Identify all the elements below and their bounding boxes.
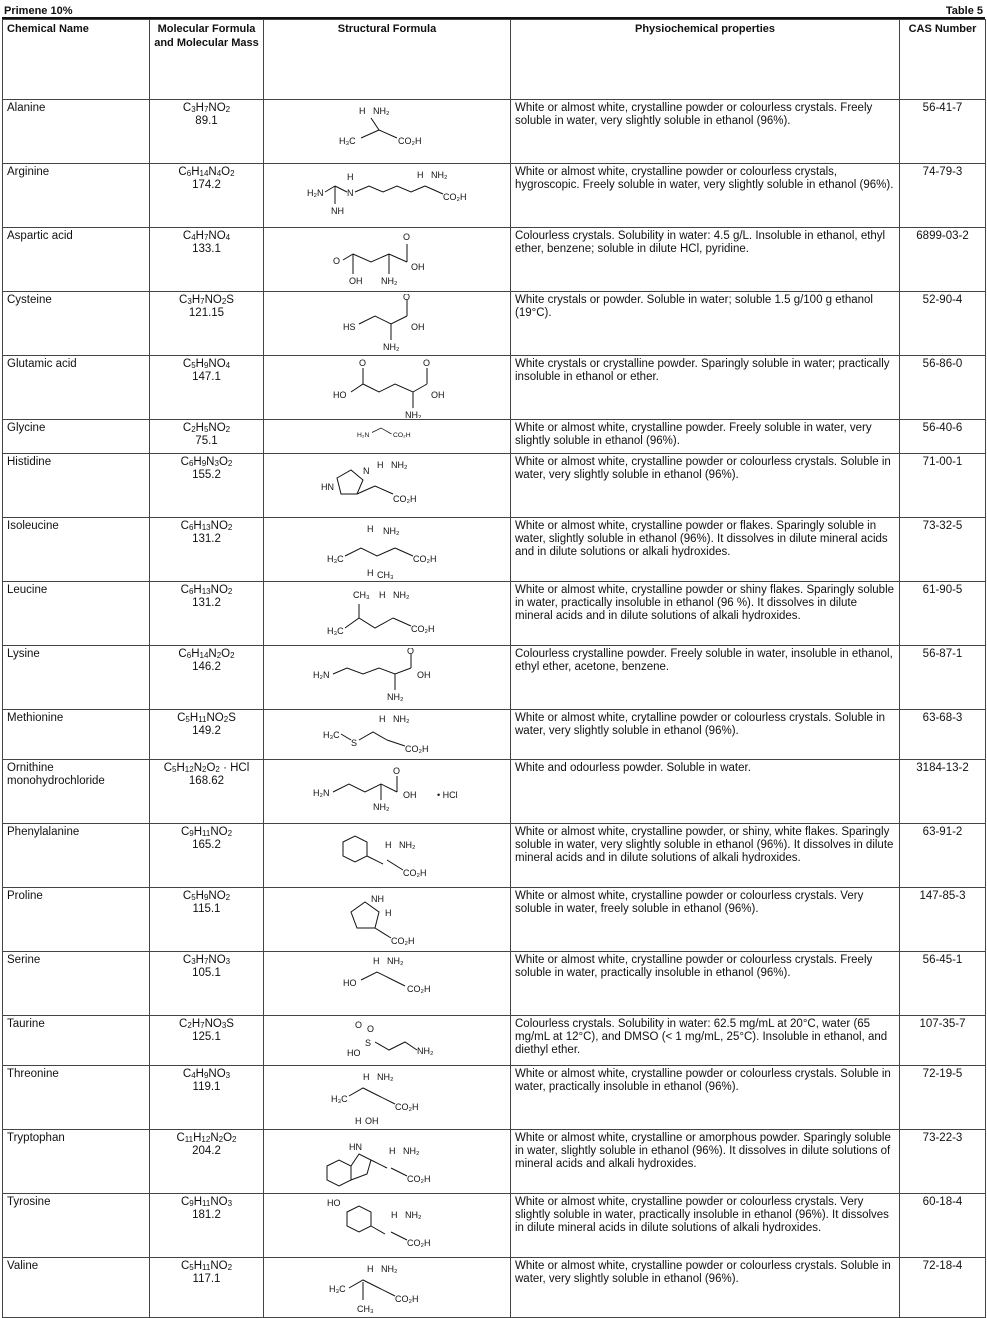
cas-number: 56-45-1 bbox=[900, 952, 986, 1016]
physiochemical-properties: White crystals or powder. Soluble in water; soluble 1.5 g/100 g ethanol (19°C). bbox=[511, 292, 900, 356]
svg-text:H₃C: H₃C bbox=[339, 135, 356, 146]
molecular-mass: 119.1 bbox=[192, 1081, 221, 1093]
structural-formula-cell bbox=[264, 292, 511, 356]
svg-text:NH₂: NH₂ bbox=[387, 955, 404, 966]
svg-text:H: H bbox=[367, 567, 374, 578]
physiochemical-properties: White or almost white, crystalline powder or flakes. Sparingly soluble in water, slightly soluble in ethanol (96%). It dissolves in dilute mineral acids and in dilute solutions or alkali hydroxides. bbox=[511, 518, 900, 582]
molecular-formula: $C_9H_{11}NO_3$ bbox=[180, 1196, 233, 1208]
molecular-formula: $C_6H_{14}N_2O_2$ bbox=[178, 648, 235, 660]
svg-text:CO₂H: CO₂H bbox=[407, 1173, 431, 1184]
svg-text:O: O bbox=[403, 231, 411, 242]
svg-text:CO₂H: CO₂H bbox=[395, 1101, 419, 1112]
molecular-formula-cell bbox=[150, 1130, 264, 1194]
svg-text:S: S bbox=[365, 1037, 372, 1048]
physiochemical-properties: White or almost white, crystalline powder or colourless crystals. Very slightly soluble in water, practically insoluble in ethanol (96%). It dissolves in dilute mineral acids in dilute solutions of alkali hydroxides. bbox=[511, 1194, 900, 1258]
svg-text:H: H bbox=[347, 171, 354, 182]
svg-text:CO₂H: CO₂H bbox=[413, 553, 437, 564]
molecular-formula: $C_6H_9N_3O_2$ bbox=[180, 456, 233, 468]
svg-text:HO: HO bbox=[347, 1047, 361, 1058]
molecular-formula: $C_3H_7NO_3$ bbox=[182, 954, 231, 966]
svg-text:CO₂H: CO₂H bbox=[393, 431, 411, 439]
svg-text:H: H bbox=[391, 1209, 398, 1220]
table-row bbox=[3, 1258, 986, 1318]
physiochemical-properties: White or almost white, crystalline powder, or shiny, white flakes. Sparingly soluble in water, very slightly soluble in ethanol (96%). It dissolves in dilute mineral acids and in dilute solutions of alkali hydroxides. bbox=[511, 824, 900, 888]
molecular-formula: $C_6H_{13}NO_2$ bbox=[180, 584, 233, 596]
table-row bbox=[3, 1130, 986, 1194]
molecular-formula-cell bbox=[150, 582, 264, 646]
svg-text:CO₂H: CO₂H bbox=[405, 743, 429, 754]
cas-number: 74-79-3 bbox=[900, 164, 986, 228]
chemical-name: Threonine bbox=[3, 1066, 150, 1130]
table-row bbox=[3, 760, 986, 824]
physiochemical-properties: White or almost white, crystalline powder or colourless crystals. Soluble in water, very slightly soluble in ethanol (96%). bbox=[511, 1258, 900, 1318]
svg-text:O: O bbox=[333, 255, 341, 266]
molecular-formula-cell bbox=[150, 228, 264, 292]
molecular-formula-cell bbox=[150, 1258, 264, 1318]
molecular-mass: 165.2 bbox=[192, 839, 221, 851]
molecular-formula-cell bbox=[150, 952, 264, 1016]
chemical-name: Lysine bbox=[3, 646, 150, 710]
glutamic-acid-structure bbox=[267, 358, 507, 418]
tyrosine-structure bbox=[267, 1196, 507, 1256]
molecular-formula: $C_3H_7NO_2S$ bbox=[179, 294, 234, 306]
cas-number: 72-19-5 bbox=[900, 1066, 986, 1130]
molecular-formula: $C_5H_9NO_2$ bbox=[182, 890, 231, 902]
structural-formula-cell bbox=[264, 1258, 511, 1318]
svg-text:H₃C: H₃C bbox=[323, 729, 340, 740]
chemical-name: Valine bbox=[3, 1258, 150, 1318]
histidine-structure bbox=[267, 456, 507, 516]
svg-text:CO₂H: CO₂H bbox=[407, 1237, 431, 1248]
molecular-formula-cell bbox=[150, 454, 264, 518]
structural-formula-cell bbox=[264, 454, 511, 518]
molecular-formula: $C_3H_7NO_2$ bbox=[182, 102, 231, 114]
molecular-formula: $C_5H_{12}N_2O_2$ · HCl bbox=[163, 762, 250, 774]
structural-formula-cell bbox=[264, 356, 511, 420]
svg-text:OH: OH bbox=[349, 275, 363, 286]
svg-text:NH: NH bbox=[331, 205, 344, 216]
svg-text:OH: OH bbox=[431, 389, 445, 400]
structural-formula-cell bbox=[264, 1016, 511, 1066]
svg-text:CO₂H: CO₂H bbox=[393, 493, 417, 504]
svg-text:CO₂H: CO₂H bbox=[403, 867, 427, 878]
table-row bbox=[3, 1066, 986, 1130]
table-row bbox=[3, 228, 986, 292]
structural-formula-cell bbox=[264, 1130, 511, 1194]
molecular-mass: 131.2 bbox=[192, 597, 221, 609]
svg-text:H: H bbox=[363, 1071, 370, 1082]
molecular-formula-cell bbox=[150, 646, 264, 710]
document-page bbox=[2, 3, 985, 1318]
svg-text:NH: NH bbox=[371, 893, 384, 904]
cas-number: 56-41-7 bbox=[900, 100, 986, 164]
structural-formula-cell bbox=[264, 228, 511, 292]
svg-text:O: O bbox=[403, 293, 411, 302]
table-row bbox=[3, 100, 986, 164]
molecular-mass: 89.1 bbox=[195, 115, 218, 127]
glycine-structure bbox=[267, 422, 507, 452]
structural-formula-cell bbox=[264, 420, 511, 454]
title-bar bbox=[2, 3, 985, 19]
svg-text:H: H bbox=[359, 105, 366, 116]
molecular-mass: 146.2 bbox=[192, 661, 221, 673]
svg-text:H₂N: H₂N bbox=[313, 669, 330, 680]
svg-text:HS: HS bbox=[343, 321, 356, 332]
physiochemical-properties: White or almost white, crystalline powder or colourless crystals. Freely soluble in water, practically insoluble in ethanol (96%). bbox=[511, 952, 900, 1016]
chemical-name: Aspartic acid bbox=[3, 228, 150, 292]
molecular-formula-cell bbox=[150, 518, 264, 582]
svg-text:NH₂: NH₂ bbox=[373, 801, 390, 812]
svg-text:O: O bbox=[423, 357, 431, 368]
svg-text:H: H bbox=[385, 907, 392, 918]
svg-text:H: H bbox=[367, 523, 374, 534]
svg-text:NH₂: NH₂ bbox=[383, 525, 400, 536]
svg-text:HN: HN bbox=[349, 1141, 362, 1152]
molecular-formula: $C_9H_{11}NO_2$ bbox=[180, 826, 233, 838]
table-row bbox=[3, 454, 986, 518]
cas-number: 63-68-3 bbox=[900, 710, 986, 760]
svg-text:NH₂: NH₂ bbox=[405, 1209, 422, 1220]
chemical-name: Methionine bbox=[3, 710, 150, 760]
physiochemical-properties: White or almost white, crystalline powder. Freely soluble in water, very slightly soluble in ethanol (96%). bbox=[511, 420, 900, 454]
svg-text:H₂N: H₂N bbox=[357, 431, 370, 439]
cas-number: 63-91-2 bbox=[900, 824, 986, 888]
chemical-name: Glutamic acid bbox=[3, 356, 150, 420]
chemical-name: Leucine bbox=[3, 582, 150, 646]
chemical-name: Taurine bbox=[3, 1016, 150, 1066]
cas-number: 56-86-0 bbox=[900, 356, 986, 420]
molecular-mass: 168.62 bbox=[188, 775, 225, 787]
svg-text:CO₂H: CO₂H bbox=[443, 191, 467, 202]
svg-text:O: O bbox=[393, 765, 401, 776]
cas-number: 52-90-4 bbox=[900, 292, 986, 356]
cas-number: 61-90-5 bbox=[900, 582, 986, 646]
ornithine-structure bbox=[267, 762, 507, 822]
svg-text:H₂N: H₂N bbox=[313, 787, 330, 798]
molecular-formula: $C_5H_{11}NO_2$ bbox=[180, 1260, 233, 1272]
structural-formula-cell bbox=[264, 1066, 511, 1130]
phenylalanine-structure bbox=[267, 826, 507, 886]
structural-formula-cell bbox=[264, 952, 511, 1016]
svg-text:H: H bbox=[355, 1115, 362, 1126]
structural-formula-cell bbox=[264, 824, 511, 888]
svg-text:CH₃: CH₃ bbox=[377, 569, 394, 580]
lysine-structure bbox=[267, 648, 507, 708]
molecular-formula: $C_5H_{11}NO_2S$ bbox=[177, 712, 236, 724]
table-row bbox=[3, 292, 986, 356]
svg-text:OH: OH bbox=[417, 669, 431, 680]
valine-structure bbox=[267, 1260, 507, 1316]
svg-text:HO: HO bbox=[333, 389, 347, 400]
molecular-formula: $C_{11}H_{12}N_2O_2$ bbox=[176, 1132, 237, 1144]
physiochemical-properties: White crystals or crystalline powder. Sparingly soluble in water; practically insoluble in ethanol or ether. bbox=[511, 356, 900, 420]
column-header-name: Chemical Name bbox=[3, 20, 150, 100]
tryptophan-structure bbox=[267, 1132, 507, 1192]
table-row bbox=[3, 952, 986, 1016]
molecular-formula-cell bbox=[150, 100, 264, 164]
svg-text:H₃C: H₃C bbox=[327, 553, 344, 564]
chemical-name: Tyrosine bbox=[3, 1194, 150, 1258]
svg-text:O: O bbox=[367, 1023, 375, 1034]
structural-formula-cell bbox=[264, 760, 511, 824]
svg-text:H: H bbox=[379, 589, 386, 600]
methionine-structure bbox=[267, 712, 507, 758]
svg-text:CO₂H: CO₂H bbox=[411, 623, 435, 634]
physiochemical-properties: White or almost white, crytalline powder or colourless crystals. Soluble in water, very slightly soluble in ethanol (96%). bbox=[511, 710, 900, 760]
molecular-formula: $C_4H_9NO_3$ bbox=[182, 1068, 231, 1080]
table-row bbox=[3, 518, 986, 582]
table-row bbox=[3, 824, 986, 888]
chemical-name: Glycine bbox=[3, 420, 150, 454]
physiochemical-properties: White or almost white, crystalline powder or colourless crystals. Soluble in water, practically insoluble in ethanol (96%). bbox=[511, 1066, 900, 1130]
structural-formula-cell bbox=[264, 710, 511, 760]
molecular-mass: 147.1 bbox=[192, 371, 221, 383]
molecular-formula: $C_5H_9NO_4$ bbox=[182, 358, 231, 370]
svg-text:H: H bbox=[417, 169, 424, 180]
table-row bbox=[3, 356, 986, 420]
alanine-structure bbox=[267, 102, 507, 162]
table-row bbox=[3, 420, 986, 454]
svg-text:H: H bbox=[389, 1145, 396, 1156]
cas-number: 72-18-4 bbox=[900, 1258, 986, 1318]
physiochemical-properties: White and odourless powder. Soluble in water. bbox=[511, 760, 900, 824]
physiochemical-properties: Colourless crystals. Solubility in water: 62.5 mg/mL at 20°C, water (65 mg/mL at 12°C), and DMSO (< 1 mg/mL, 25°C). Insoluble in ethanol, and diethyl ether. bbox=[511, 1016, 900, 1066]
svg-text:H: H bbox=[385, 839, 392, 850]
chemical-name: Phenylalanine bbox=[3, 824, 150, 888]
structural-formula-cell bbox=[264, 646, 511, 710]
cas-number: 73-32-5 bbox=[900, 518, 986, 582]
svg-text:CH₃: CH₃ bbox=[353, 589, 370, 600]
isoleucine-structure bbox=[267, 520, 507, 580]
serine-structure bbox=[267, 954, 507, 1014]
physiochemical-properties: White or almost white, crystalline powder or colourless crystals, hygroscopic. Freely soluble in water, very slightly soluble in ethanol (96%). bbox=[511, 164, 900, 228]
molecular-formula: $C_6H_{14}N_4O_2$ bbox=[178, 166, 235, 178]
svg-text:OH: OH bbox=[365, 1115, 379, 1126]
molecular-mass: 105.1 bbox=[192, 967, 221, 979]
molecular-formula-cell bbox=[150, 1016, 264, 1066]
cysteine-structure bbox=[267, 294, 507, 354]
svg-text:S: S bbox=[351, 737, 358, 748]
column-header-properties: Physiochemical properties bbox=[511, 20, 900, 100]
molecular-mass: 155.2 bbox=[192, 469, 221, 481]
cas-number: 56-87-1 bbox=[900, 646, 986, 710]
structural-formula-cell bbox=[264, 518, 511, 582]
molecular-formula-cell bbox=[150, 760, 264, 824]
chemical-name: Alanine bbox=[3, 100, 150, 164]
svg-text:N: N bbox=[347, 187, 354, 198]
svg-text:CO₂H: CO₂H bbox=[391, 935, 415, 946]
svg-text:H: H bbox=[377, 459, 384, 470]
svg-text:NH₂: NH₂ bbox=[387, 691, 404, 702]
svg-text:• HCl: • HCl bbox=[437, 789, 458, 800]
structural-formula-cell bbox=[264, 100, 511, 164]
molecular-formula-cell bbox=[150, 356, 264, 420]
document-title: Primene 10% bbox=[4, 5, 73, 17]
table-row bbox=[3, 164, 986, 228]
svg-text:HO: HO bbox=[327, 1197, 341, 1208]
chemical-name: Proline bbox=[3, 888, 150, 952]
svg-text:NH₂: NH₂ bbox=[393, 713, 410, 724]
taurine-structure bbox=[267, 1018, 507, 1064]
table-row bbox=[3, 582, 986, 646]
molecular-formula: $C_2H_5NO_2$ bbox=[182, 422, 231, 434]
physiochemical-properties: White or almost white, crystalline powder or colourless crystals. Soluble in water, very slightly soluble in ethanol (96%). bbox=[511, 454, 900, 518]
table-header-row bbox=[3, 20, 986, 100]
svg-text:CO₂H: CO₂H bbox=[395, 1293, 419, 1304]
svg-text:OH: OH bbox=[411, 261, 425, 272]
svg-text:NH₂: NH₂ bbox=[431, 169, 448, 180]
chemical-name: Serine bbox=[3, 952, 150, 1016]
molecular-formula-cell bbox=[150, 888, 264, 952]
molecular-mass: 204.2 bbox=[192, 1145, 221, 1157]
molecular-formula: $C_4H_7NO_4$ bbox=[182, 230, 231, 242]
structural-formula-cell bbox=[264, 582, 511, 646]
chemical-name: Ornithine monohydrochloride bbox=[3, 760, 150, 824]
cas-number: 73-22-3 bbox=[900, 1130, 986, 1194]
molecular-mass: 133.1 bbox=[192, 243, 221, 255]
molecular-mass: 121.15 bbox=[188, 307, 225, 319]
structural-formula-cell bbox=[264, 888, 511, 952]
chemical-name: Cysteine bbox=[3, 292, 150, 356]
structural-formula-cell bbox=[264, 1194, 511, 1258]
svg-text:NH₂: NH₂ bbox=[393, 589, 410, 600]
physiochemical-properties: Colourless crystalline powder. Freely soluble in water, insoluble in ethanol, ethyl ether, acetone, benzene. bbox=[511, 646, 900, 710]
threonine-structure bbox=[267, 1068, 507, 1128]
svg-text:O: O bbox=[407, 647, 415, 656]
physiochemical-properties: White or almost white, crystalline powder or shiny flakes. Sparingly soluble in water, practically insoluble in ethanol (96 %). It dissolves in dilute mineral acids and in dilute solutions of alkali hydroxides. bbox=[511, 582, 900, 646]
table-row bbox=[3, 1016, 986, 1066]
svg-text:HO: HO bbox=[343, 977, 357, 988]
svg-text:H: H bbox=[367, 1263, 374, 1274]
svg-text:NH₂: NH₂ bbox=[399, 839, 416, 850]
svg-text:CH₃: CH₃ bbox=[357, 1303, 374, 1314]
molecular-formula-cell bbox=[150, 420, 264, 454]
leucine-structure bbox=[267, 584, 507, 644]
svg-text:O: O bbox=[359, 357, 367, 368]
svg-text:H₃C: H₃C bbox=[331, 1093, 348, 1104]
svg-text:NH₂: NH₂ bbox=[417, 1045, 434, 1056]
table-row bbox=[3, 710, 986, 760]
chemical-name: Histidine bbox=[3, 454, 150, 518]
molecular-formula-cell bbox=[150, 1066, 264, 1130]
svg-text:NH₂: NH₂ bbox=[405, 409, 422, 418]
svg-text:NH₂: NH₂ bbox=[373, 105, 390, 116]
molecular-formula-cell bbox=[150, 710, 264, 760]
molecular-formula: $C_6H_{13}NO_2$ bbox=[180, 520, 233, 532]
molecular-mass: 115.1 bbox=[192, 903, 221, 915]
physiochemical-properties: White or almost white, crystalline powder or colourless crystals. Freely soluble in water, very slightly soluble in ethanol (96%). bbox=[511, 100, 900, 164]
molecular-mass: 75.1 bbox=[195, 435, 218, 447]
svg-text:NH₂: NH₂ bbox=[391, 459, 408, 470]
aspartic-acid-structure bbox=[267, 230, 507, 290]
molecular-mass: 149.2 bbox=[192, 725, 221, 737]
svg-text:H₃C: H₃C bbox=[329, 1283, 346, 1294]
cas-number: 147-85-3 bbox=[900, 888, 986, 952]
cas-number: 71-00-1 bbox=[900, 454, 986, 518]
svg-text:CO₂H: CO₂H bbox=[407, 983, 431, 994]
molecular-mass: 181.2 bbox=[192, 1209, 221, 1221]
svg-text:N: N bbox=[363, 465, 370, 476]
svg-text:OH: OH bbox=[411, 321, 425, 332]
structural-formula-cell bbox=[264, 164, 511, 228]
table-row bbox=[3, 646, 986, 710]
svg-text:CO₂H: CO₂H bbox=[398, 135, 422, 146]
cas-number: 3184-13-2 bbox=[900, 760, 986, 824]
proline-structure bbox=[267, 890, 507, 950]
column-header-structure: Structural Formula bbox=[264, 20, 511, 100]
molecular-mass: 131.2 bbox=[192, 533, 221, 545]
chemical-name: Tryptophan bbox=[3, 1130, 150, 1194]
svg-text:NH₂: NH₂ bbox=[403, 1145, 420, 1156]
cas-number: 56-40-6 bbox=[900, 420, 986, 454]
svg-text:HN: HN bbox=[321, 481, 334, 492]
chemical-name: Arginine bbox=[3, 164, 150, 228]
column-header-cas: CAS Number bbox=[900, 20, 986, 100]
molecular-mass: 125.1 bbox=[192, 1031, 221, 1043]
table-row bbox=[3, 1194, 986, 1258]
physiochemical-properties: White or almost white, crystalline or amorphous powder. Sparingly soluble in water, slightly soluble in ethanol (96%). It dissolves in dilute solutions of mineral acids and alkali hydroxides. bbox=[511, 1130, 900, 1194]
molecular-formula-cell bbox=[150, 1194, 264, 1258]
table-row bbox=[3, 888, 986, 952]
molecular-formula-cell bbox=[150, 292, 264, 356]
svg-text:O: O bbox=[355, 1019, 363, 1030]
chemical-name: Isoleucine bbox=[3, 518, 150, 582]
physiochemical-properties: White or almost white, crystalline powder or colourless crystals. Very soluble in water, freely soluble in ethanol (96%). bbox=[511, 888, 900, 952]
svg-text:H₂N: H₂N bbox=[307, 187, 324, 198]
cas-number: 60-18-4 bbox=[900, 1194, 986, 1258]
svg-text:NH₂: NH₂ bbox=[381, 275, 398, 286]
svg-text:NH₂: NH₂ bbox=[383, 341, 400, 352]
column-header-formula: Molecular Formula and Molecular Mass bbox=[150, 20, 264, 100]
svg-text:H: H bbox=[373, 955, 380, 966]
molecular-formula-cell bbox=[150, 164, 264, 228]
physiochemical-properties: Colourless crystals. Solubility in water: 4.5 g/L. Insoluble in ethanol, ethyl ether, benzene; soluble in dilute HCl, pyridine. bbox=[511, 228, 900, 292]
svg-text:NH₂: NH₂ bbox=[381, 1263, 398, 1274]
molecular-mass: 174.2 bbox=[192, 179, 221, 191]
svg-text:H: H bbox=[379, 713, 386, 724]
svg-text:OH: OH bbox=[403, 789, 417, 800]
svg-text:NH₂: NH₂ bbox=[377, 1071, 394, 1082]
cas-number: 107-35-7 bbox=[900, 1016, 986, 1066]
molecular-formula-cell bbox=[150, 824, 264, 888]
svg-text:H₃C: H₃C bbox=[327, 625, 344, 636]
molecular-formula: $C_2H_7NO_3S$ bbox=[179, 1018, 234, 1030]
arginine-structure bbox=[267, 166, 507, 226]
amino-acid-table bbox=[2, 19, 986, 1318]
cas-number: 6899-03-2 bbox=[900, 228, 986, 292]
table-number: Table 5 bbox=[945, 5, 983, 17]
molecular-mass: 117.1 bbox=[192, 1273, 221, 1285]
